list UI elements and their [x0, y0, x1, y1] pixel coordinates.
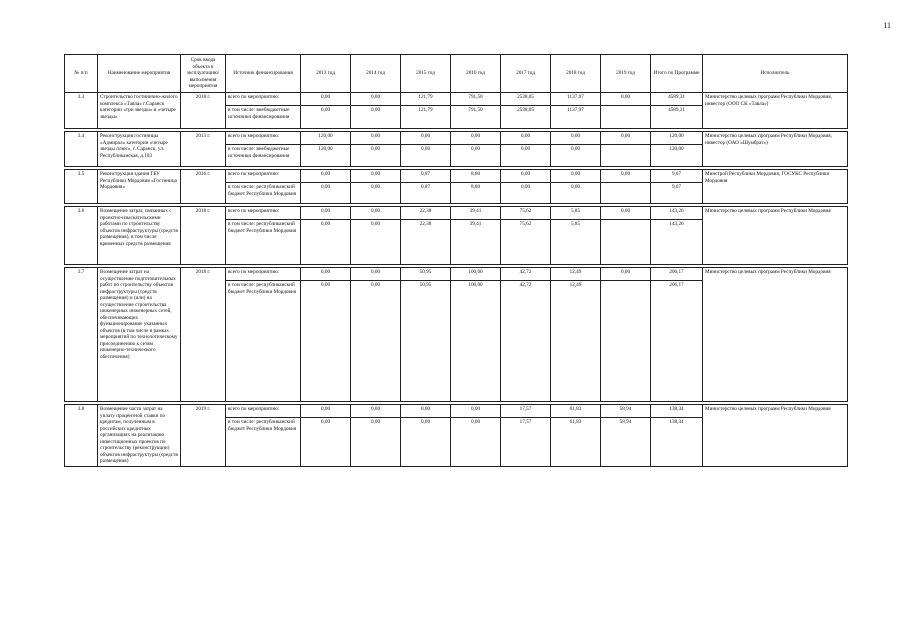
table-cell: 143,26 [651, 220, 703, 265]
table-cell: 42,72 [501, 281, 551, 402]
table-cell: 791,50 [451, 93, 501, 106]
page-number: 11 [883, 21, 891, 30]
table-cell: 2013 г. [181, 132, 226, 167]
table-cell: 3.5 [65, 170, 98, 204]
table-cell: 0,00 [601, 132, 651, 145]
table-cell: Возмещение затрат на осуществление подготовительных работ по строительству объектов инфраструктуры (средств размещения) и (или) на осуществление строительства инженерных инженерных сетей, обеспечивающих функционирование указанных объектов (в том числе в рамках мероприятий по технологическому присоединению к сетям инженерно-технического обеспечения) [98, 268, 181, 402]
header-cell: 2014 год [351, 55, 401, 93]
table-cell: всего по мероприятию: [226, 268, 301, 281]
table-cell: 791,50 [451, 106, 501, 129]
table-cell: в том числе: республиканский бюджет Республики Мордовия [226, 418, 301, 467]
table-cell: 0,00 [501, 132, 551, 145]
table-cell: 22,38 [401, 207, 451, 220]
table-cell: 0,00 [301, 268, 351, 281]
table-cell: 75,62 [501, 207, 551, 220]
header-cell: 2017 год [501, 55, 551, 93]
header-cell: Наименование мероприятия [98, 55, 181, 93]
table-cell [601, 220, 651, 265]
table-cell: 2018 г. [181, 207, 226, 265]
table-cell: 0,00 [351, 268, 401, 281]
table-cell: Реконструкция здания ГБУ Республики Мордовия «Гостиница Мордовия» [98, 170, 181, 204]
table-cell: Возмещение затрат, связанных с проектно-изыскательскими работами по строительству объектов инфраструктуры (средств размещения), в том числе временных средств размещения [98, 207, 181, 265]
table-row [65, 132, 848, 145]
table-cell: 121,79 [401, 106, 451, 129]
table-cell: Министерство целевых программ Республики Мордовия [703, 405, 848, 467]
header-cell: Срок ввода объекта в эксплуатацию/ выполнения мероприятия [181, 55, 226, 93]
header-cell: № п/п [65, 55, 98, 93]
table-cell: в том числе: республиканский бюджет Республики Мордовия [226, 220, 301, 265]
table-cell: 0,87 [401, 183, 451, 204]
table-cell: 2018 г. [181, 268, 226, 402]
table-cell: 0,00 [401, 418, 451, 467]
table-cell: всего по мероприятию: [226, 405, 301, 418]
table-cell [601, 281, 651, 402]
table-cell: 0,00 [301, 405, 351, 418]
header-cell: 2018 год [551, 55, 601, 93]
header-cell: Итого по Программе [651, 55, 703, 93]
header-cell: 2016 год [451, 55, 501, 93]
table-cell: 120,00 [301, 132, 351, 145]
table-cell: 3.6 [65, 207, 98, 265]
table-cell: Реконструкция гостиницы «Адмирал» категории «четыре звезды плюс», г. Саранск, ул. Республиканская, д.103 [98, 132, 181, 167]
table-cell: Возмещение части затрат на уплату процентной ставки по кредитам, полученным в российских кредитных организациях на реализацию инвестиционных проектов по строительству (реконструкции) объектов инфраструктуры (средств размещения) [98, 405, 181, 467]
table-cell: 0,87 [401, 170, 451, 183]
table-row [65, 93, 848, 106]
table-cell: 5,85 [551, 207, 601, 220]
table-cell: Строительство гостинично-жилого комплекса «Тавла» г.Саранск категории «три звезды» и «четыре звезды» [98, 93, 181, 129]
table-cell: 0,00 [351, 145, 401, 167]
table-cell: 0,00 [351, 220, 401, 265]
table-cell: 39,41 [451, 207, 501, 220]
table-cell: 75,62 [501, 220, 551, 265]
table-cell: 2016 г. [181, 170, 226, 204]
table-cell: 1137,97 [551, 93, 601, 106]
table-cell: 61,83 [551, 405, 601, 418]
table-body [65, 93, 848, 467]
table-cell: 0,00 [501, 183, 551, 204]
table-cell: всего по мероприятию: [226, 170, 301, 183]
table-cell [601, 106, 651, 129]
table-cell: 0,00 [601, 268, 651, 281]
table-cell: 3.4 [65, 132, 98, 167]
table-cell: 0,00 [401, 132, 451, 145]
table-cell: 120,00 [651, 132, 703, 145]
table-cell [601, 145, 651, 167]
table-cell: в том числе: республиканский бюджет Республики Мордовия [226, 281, 301, 402]
table-cell: 0,00 [351, 183, 401, 204]
table-cell: 9,67 [651, 183, 703, 204]
table-cell: 0,00 [351, 170, 401, 183]
table-cell: 121,79 [401, 93, 451, 106]
table-cell: 50,95 [401, 281, 451, 402]
table-cell: 0,00 [601, 207, 651, 220]
table-cell: 0,00 [351, 93, 401, 106]
table-cell: в том числе: внебюджетные источники финансирования [226, 145, 301, 167]
table-cell: 0,00 [551, 132, 601, 145]
table-cell: 0,00 [451, 418, 501, 467]
header-cell: 2015 год [401, 55, 451, 93]
table-cell: Министерство целевых программ Республики Мордовия [703, 268, 848, 402]
table-cell: в том числе: республиканский бюджет Республики Мордовия [226, 183, 301, 204]
table-row [65, 268, 848, 281]
table-cell: 100,00 [451, 268, 501, 281]
table-cell: 12,49 [551, 268, 601, 281]
table-cell: 0,00 [301, 207, 351, 220]
table-cell: 0,00 [301, 170, 351, 183]
table-cell: 39,41 [451, 220, 501, 265]
table-cell: Министерство целевых программ Республики Мордовия, инвестор (ООО СК «Тавла») [703, 93, 848, 129]
table-cell: 0,00 [351, 106, 401, 129]
table-cell: 0,00 [301, 418, 351, 467]
table-cell: 17,57 [501, 405, 551, 418]
table-cell: 0,00 [351, 132, 401, 145]
table-cell: 120,00 [651, 145, 703, 167]
table-cell: 0,00 [551, 145, 601, 167]
table-cell: 2019 г. [181, 405, 226, 467]
table-cell: 4589,31 [651, 93, 703, 106]
table-cell: 42,72 [501, 268, 551, 281]
table-cell: 120,00 [301, 145, 351, 167]
table-cell: 61,83 [551, 418, 601, 467]
table-row [65, 207, 848, 220]
table-cell: 5,85 [551, 220, 601, 265]
table-cell: 206,17 [651, 281, 703, 402]
table-cell: 8,80 [451, 183, 501, 204]
table-cell: 0,00 [301, 220, 351, 265]
table-cell: 0,00 [551, 170, 601, 183]
table-cell: 8,80 [451, 170, 501, 183]
table-cell: 3.8 [65, 405, 98, 467]
table-row [65, 405, 848, 418]
table-cell [601, 183, 651, 204]
header-cell: Исполнитель [703, 55, 848, 93]
table-cell: 58,94 [601, 405, 651, 418]
table-cell: 17,57 [501, 418, 551, 467]
table-cell: 58,94 [601, 418, 651, 467]
table-cell: 0,00 [351, 405, 401, 418]
table-cell: 0,00 [301, 93, 351, 106]
table-cell: 0,00 [351, 418, 401, 467]
table-cell: 0,00 [401, 405, 451, 418]
table-cell: 3.3 [65, 93, 98, 129]
table-cell: 4589,31 [651, 106, 703, 129]
header-cell: 2013 год [301, 55, 351, 93]
table-cell: 12,49 [551, 281, 601, 402]
table-cell: 0,00 [501, 170, 551, 183]
table-cell: 206,17 [651, 268, 703, 281]
table-cell: 0,00 [451, 145, 501, 167]
table-cell: 9,67 [651, 170, 703, 183]
table-cell: 1137,97 [551, 106, 601, 129]
table-cell: 0,00 [301, 106, 351, 129]
table-cell: 0,00 [551, 183, 601, 204]
table-cell: 0,00 [501, 145, 551, 167]
table-cell: всего по мероприятию: [226, 93, 301, 106]
header-cell: 2019 год [601, 55, 651, 93]
table-cell: 138,34 [651, 418, 703, 467]
table-cell: 0,00 [301, 281, 351, 402]
table-cell: 0,00 [451, 405, 501, 418]
table-header-row [65, 55, 848, 93]
table-cell: в том числе: внебюджетные источники финансирования [226, 106, 301, 129]
table-cell: 138,34 [651, 405, 703, 418]
table-cell: Министерство целевых программ Республики Мордовия [703, 207, 848, 265]
table-cell: 0,00 [351, 281, 401, 402]
table-cell: 2538,05 [501, 93, 551, 106]
table-cell: 0,00 [401, 145, 451, 167]
program-table [64, 54, 848, 467]
table-cell: 3.7 [65, 268, 98, 402]
table-cell: 2018 г. [181, 93, 226, 129]
header-cell: Источник финансирования [226, 55, 301, 93]
table-cell: 0,00 [601, 93, 651, 106]
table-row [65, 170, 848, 183]
table-cell: 2538,05 [501, 106, 551, 129]
table-cell: 0,00 [601, 170, 651, 183]
table-cell: всего по мероприятию: [226, 132, 301, 145]
table-cell: Министерство целевых программ Республики Мордовия, инвестор (ОАО «Шумбрат») [703, 132, 848, 167]
table-cell: 0,00 [451, 132, 501, 145]
table-cell: 0,00 [301, 183, 351, 204]
table-cell: всего по мероприятию: [226, 207, 301, 220]
table-cell: 143,26 [651, 207, 703, 220]
table-cell: 0,00 [351, 207, 401, 220]
table-cell: Минстрой Республики Мордовия, ГОСУКС Республики Мордовия [703, 170, 848, 204]
table-cell: 50,95 [401, 268, 451, 281]
table-cell: 22,38 [401, 220, 451, 265]
table-cell: 100,00 [451, 281, 501, 402]
